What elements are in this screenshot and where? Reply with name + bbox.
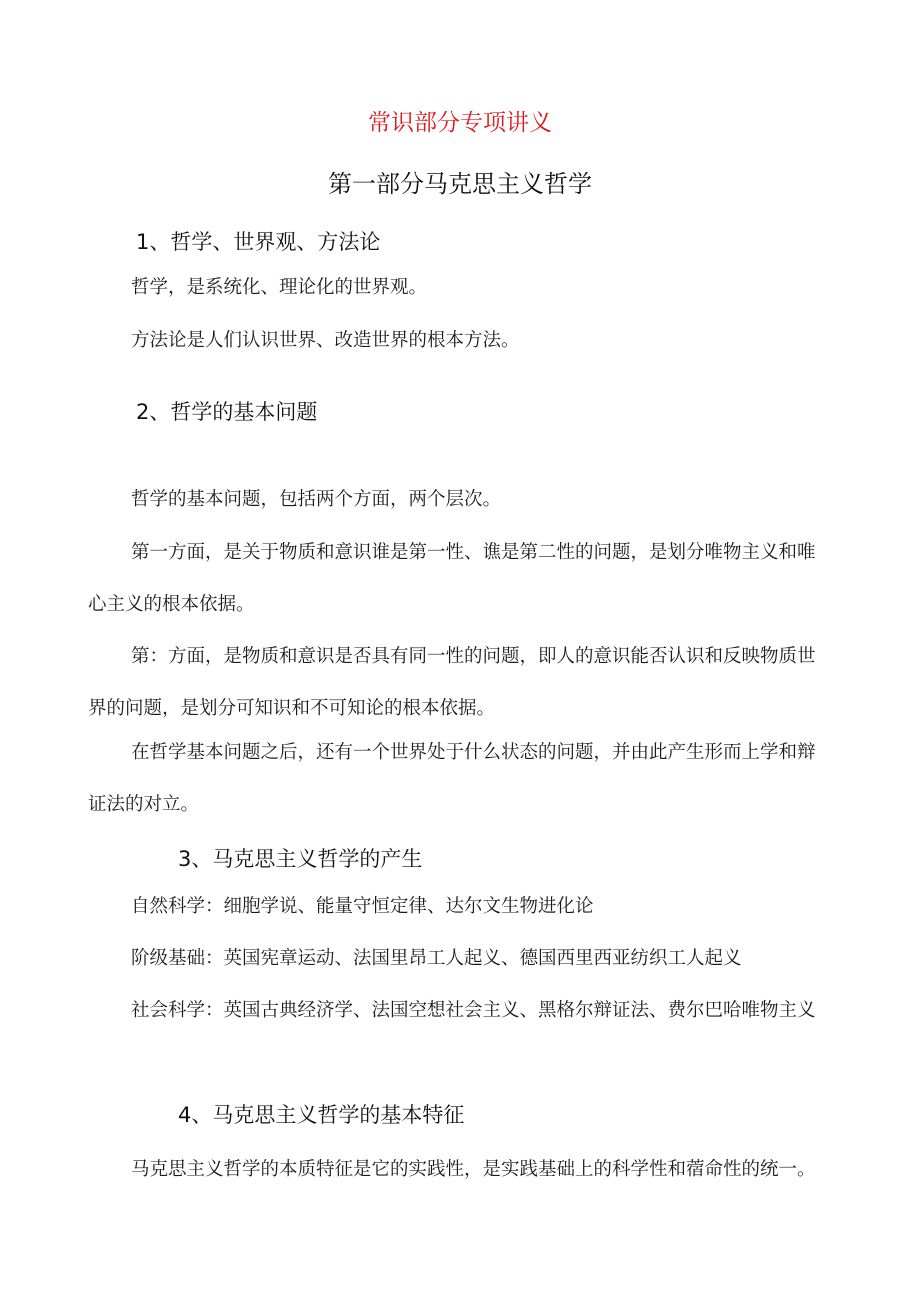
section-3-paragraph-2: 阶级基础：英国宪章运动、法国里昂工人起义、德国西里西亚纺织工人起义 [131,948,742,969]
section-3-heading: 3、马克思主义哲学的产生 [178,847,423,871]
section-4-heading: 4、马克思主义哲学的基本特征 [178,1103,465,1127]
section-3-paragraph-3: 社会科学：英国古典经济学、法国空想社会主义、黑格尔辩证法、费尔巴哈唯物主义 [131,1000,816,1021]
section-2-paragraph-1: 哲学的基本问题，包括两个方面，两个层次。 [131,489,502,510]
section-1-paragraph-2: 方法论是人们认识世界、改造世界的根本方法。 [131,330,520,351]
section-1-heading: 1、哲学、世界观、方法论 [136,230,381,254]
section-2-paragraph-2: 第一方面，是关于物质和意识谁是第一性、谯是第二性的问题，是划分唯物主义和唯心主义的根本依据。 [88,542,816,615]
document-title: 常识部分专项讲义 [368,110,552,136]
section-2-heading: 2、哲学的基本问题 [136,400,318,424]
section-4-paragraph-1: 马克思主义哲学的本质特征是它的实践性，是实践基础上的科学性和蓿命性的统一。 [131,1159,816,1180]
section-3-paragraph-1: 自然科学：细胞学说、能量守恒定律、达尔文生物进化论 [131,896,594,917]
part-title: 第一部分马克思主义哲学 [328,170,592,198]
section-2-paragraph-3: 第：方面，是物质和意识是否具有同一性的问题，即人的意识能否认识和反映物质世界的问题，是划分可知识和不可知论的根本依据。 [88,646,816,719]
section-1-paragraph-1: 哲学，是系统化、理论化的世界观。 [131,277,428,298]
section-2-paragraph-4: 在哲学基本问题之后，还有一个世界处于什么状态的问题，并由此产生形而上学和辩证法的对立。 [88,742,816,815]
